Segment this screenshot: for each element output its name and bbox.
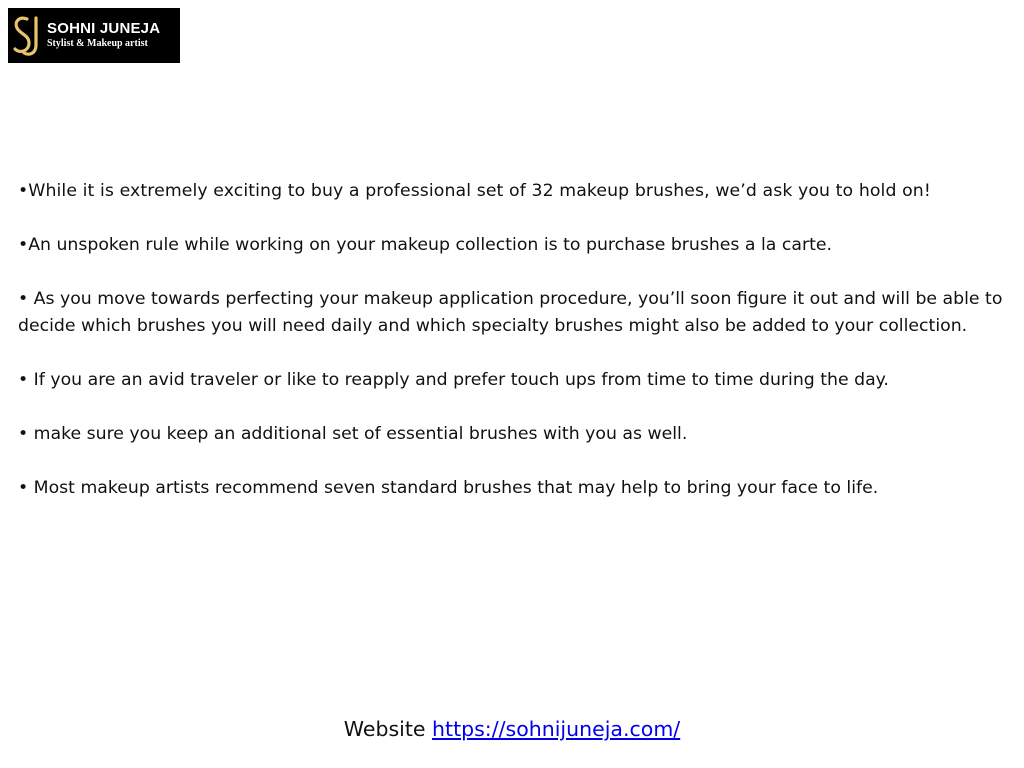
website-footer <box>0 714 1024 744</box>
bullet-item: • make sure you keep an additional set of essential brushes with you as well. <box>18 424 688 444</box>
logo-brand-name: SOHNI JUNEJA <box>47 20 161 37</box>
bullet-item: •While it is extremely exciting to buy a professional set of 32 makeup brushes, we’d ask you to hold on! <box>18 181 931 201</box>
bullet-item: •An unspoken rule while working on your makeup collection is to purchase brushes a la carte. <box>18 235 832 255</box>
bullet-item: • Most makeup artists recommend seven standard brushes that may help to bring your face to life. <box>18 478 879 498</box>
bullet-item: • As you move towards perfecting your makeup application procedure, you’ll soon figure it out and will be able to decide which brushes you will need daily and which specialty brushes might also be added to your collection. <box>18 289 1003 336</box>
logo-tagline: Stylist & Makeup artist <box>47 38 148 49</box>
brand-logo <box>8 8 180 63</box>
logo-text <box>47 21 160 50</box>
bullet-item: • If you are an avid traveler or like to reapply and prefer touch ups from time to time during the day. <box>18 370 889 390</box>
website-label: Website <box>343 717 433 741</box>
bullet-list <box>18 178 1003 529</box>
website-link[interactable]: https://sohnijuneja.com/ <box>432 717 681 741</box>
sj-monogram-icon <box>12 14 46 58</box>
